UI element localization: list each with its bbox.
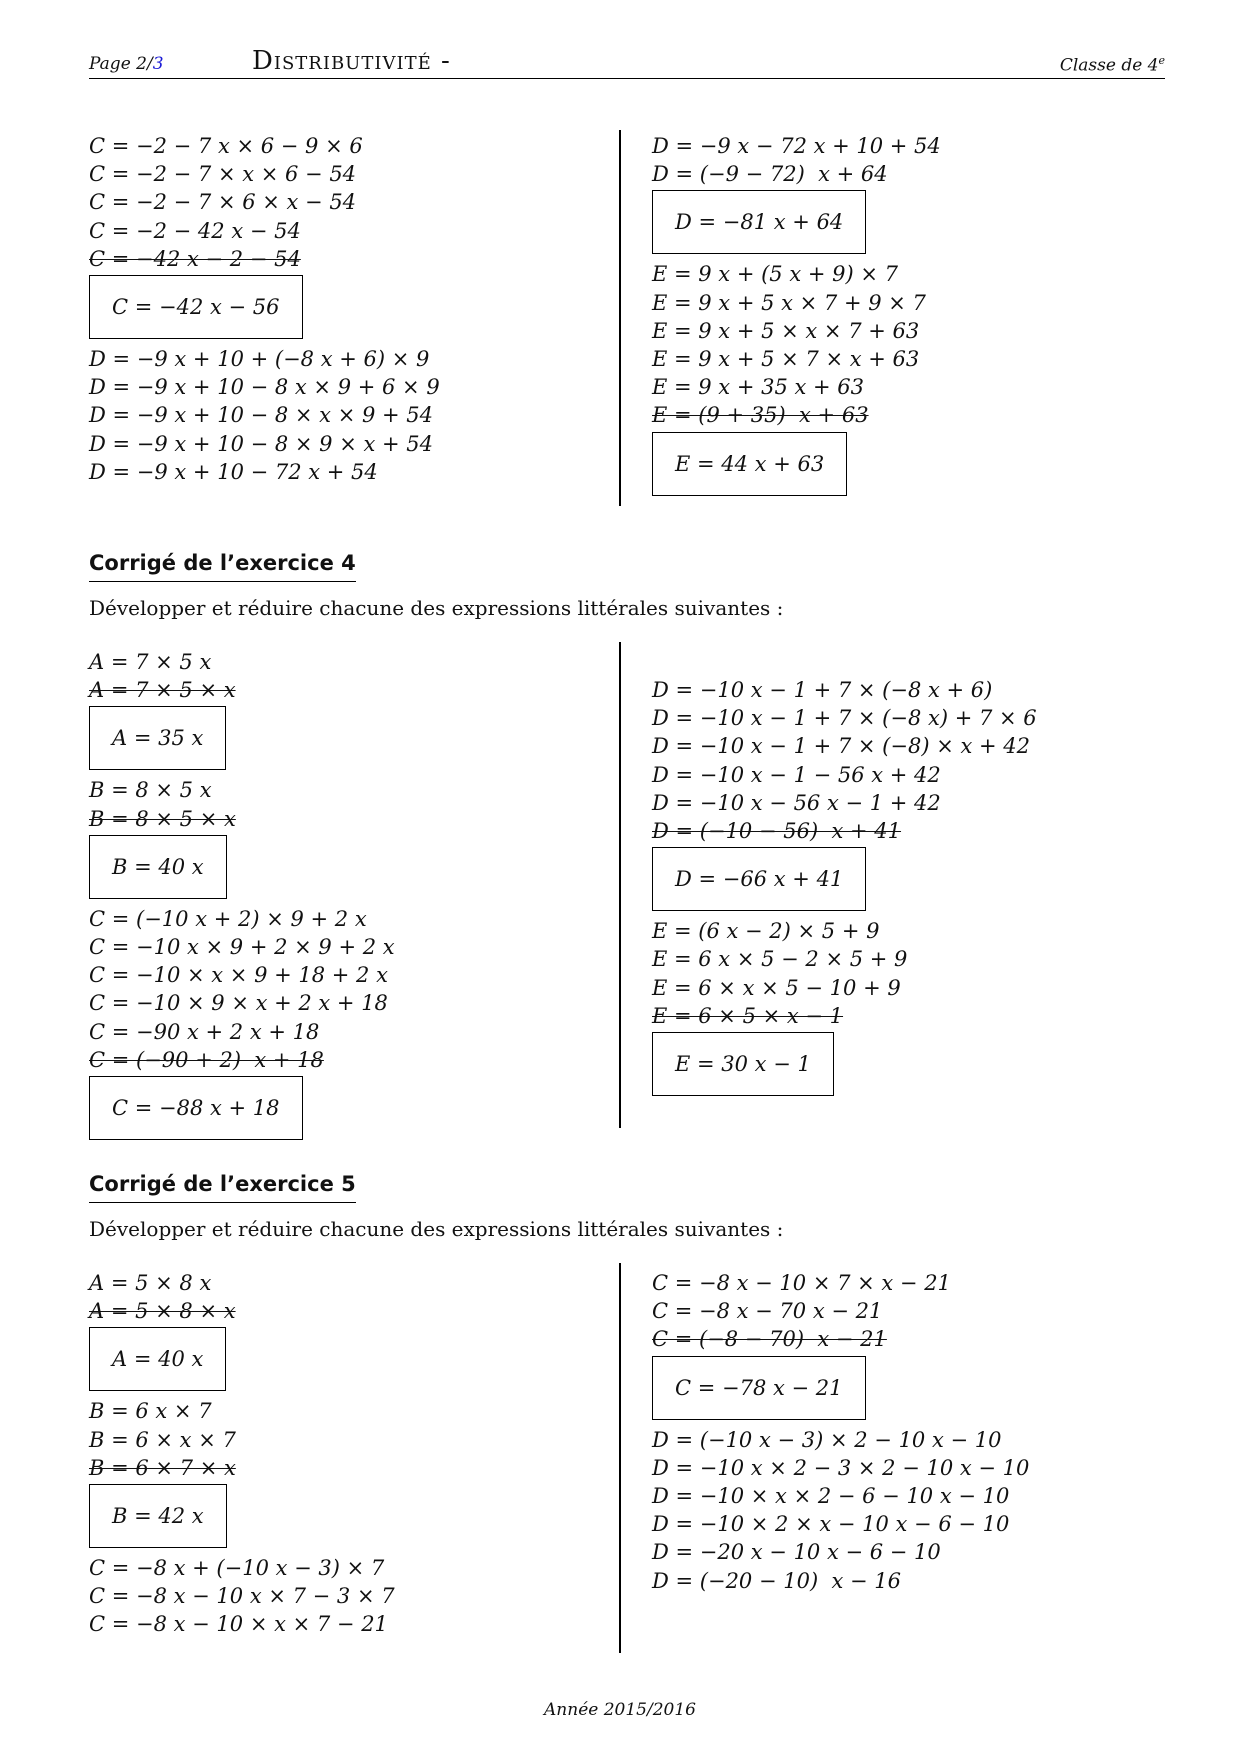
block1-right-column: [652, 132, 941, 502]
math-line: D = (−10 x − 3) × 2 − 10 x − 10: [652, 1427, 1002, 1452]
math-line: D = −9 x + 10 − 8 × 9 × x + 54: [89, 431, 433, 456]
result-box: D = −66 x + 41: [652, 847, 866, 911]
section-instruction: Développer et réduire chacune des expressions littérales suivantes :: [89, 1217, 784, 1241]
math-line: D = −9 x − 72 x + 10 + 54: [652, 134, 941, 158]
math-line: B = 8 × 5 × x: [89, 806, 236, 831]
math-line: E = 9 x + 5 x × 7 + 9 × 7: [652, 290, 926, 315]
column-divider: [619, 642, 621, 1128]
class-superscript: e: [1158, 54, 1165, 67]
page-footer: Année 2015/2016: [544, 1700, 696, 1720]
math-line: E = 9 x + 5 × x × 7 + 63: [652, 318, 920, 343]
block1-left-column: [89, 132, 440, 486]
math-line: A = 5 × 8 × x: [89, 1299, 236, 1324]
page-label: Page 2/: [89, 54, 153, 74]
math-line: A = 7 × 5 x: [89, 650, 212, 674]
math-line: D = −10 x × 2 − 3 × 2 − 10 x − 10: [652, 1455, 1030, 1480]
math-line: C = −2 − 42 x − 54: [89, 218, 301, 243]
result-box: C = −78 x − 21: [652, 1356, 866, 1420]
math-line: D = −10 x − 1 + 7 × (−8 x + 6): [652, 678, 993, 702]
math-line: C = (−10 x + 2) × 9 + 2 x: [89, 906, 367, 931]
math-line: D = −10 x − 1 + 7 × (−8) × x + 42: [652, 734, 1030, 759]
math-line: E = 6 x × 5 − 2 × 5 + 9: [652, 947, 908, 972]
math-line: C = −10 × 9 × x + 2 x + 18: [89, 991, 388, 1016]
class-text: Classe de 4: [1059, 55, 1159, 76]
math-line: C = −2 − 7 x × 6 − 9 × 6: [89, 134, 363, 158]
math-line: B = 8 × 5 x: [89, 778, 212, 803]
result-box: E = 44 x + 63: [652, 432, 847, 496]
math-line: A = 7 × 5 × x: [89, 678, 236, 703]
math-line: E = (6 x − 2) × 5 + 9: [652, 919, 880, 944]
math-line: C = −2 − 7 × 6 × x − 54: [89, 190, 357, 215]
math-line: E = 9 x + (5 x + 9) × 7: [652, 262, 898, 287]
page-header: [89, 44, 1165, 79]
page-number: [89, 54, 164, 74]
math-line: D = −9 x + 10 − 8 × x × 9 + 54: [89, 403, 433, 428]
result-box: B = 42 x: [89, 1484, 227, 1548]
math-line: D = (−10 − 56) x + 41: [652, 818, 902, 843]
section-heading: Corrigé de l’exercice 5: [89, 1172, 356, 1203]
math-line: C = −8 x − 10 x × 7 − 3 × 7: [89, 1584, 395, 1609]
math-line: D = −10 × 2 × x − 10 x − 6 − 10: [652, 1512, 1010, 1537]
math-line: C = (−8 − 70) x − 21: [652, 1327, 887, 1352]
column-divider: [619, 130, 621, 506]
section4-left-column: [89, 648, 395, 1146]
math-line: B = 6 × x × 7: [89, 1427, 236, 1452]
column-divider: [619, 1263, 621, 1653]
math-line: B = 6 × 7 × x: [89, 1455, 236, 1480]
section-heading: Corrigé de l’exercice 4: [89, 551, 356, 582]
math-line: B = 6 x × 7: [89, 1399, 212, 1424]
math-line: C = −8 x − 10 × 7 × x − 21: [652, 1271, 951, 1295]
math-line: C = −90 x + 2 x + 18: [89, 1019, 320, 1044]
math-line: D = −10 x − 56 x − 1 + 42: [652, 790, 941, 815]
math-line: E = 6 × 5 × x − 1: [652, 1003, 844, 1028]
section-instruction: Développer et réduire chacune des expressions littérales suivantes :: [89, 596, 784, 620]
math-line: D = −9 x + 10 − 72 x + 54: [89, 459, 378, 484]
math-line: D = −9 x + 10 + (−8 x + 6) × 9: [89, 346, 430, 371]
math-line: D = −10 × x × 2 − 6 − 10 x − 10: [652, 1483, 1010, 1508]
math-line: D = −20 x − 10 x − 6 − 10: [652, 1540, 941, 1565]
result-box: B = 40 x: [89, 835, 227, 899]
math-line: D = (−20 − 10) x − 16: [652, 1568, 902, 1593]
math-line: D = −9 x + 10 − 8 x × 9 + 6 × 9: [89, 375, 440, 400]
math-line: C = −8 x − 10 × x × 7 − 21: [89, 1612, 388, 1637]
result-box: E = 30 x − 1: [652, 1032, 834, 1096]
result-box: A = 40 x: [89, 1327, 226, 1391]
math-line: C = (−90 + 2) x + 18: [89, 1047, 324, 1072]
math-line: D = −10 x − 1 − 56 x + 42: [652, 762, 941, 787]
math-line: C = −42 x − 2 − 54: [89, 246, 301, 271]
result-box: A = 35 x: [89, 706, 226, 770]
math-line: C = −2 − 7 × x × 6 − 54: [89, 162, 357, 187]
math-line: E = 9 x + 35 x + 63: [652, 375, 865, 400]
math-line: D = −10 x − 1 + 7 × (−8 x) + 7 × 6: [652, 706, 1037, 731]
math-line: E = 9 x + 5 × 7 × x + 63: [652, 346, 920, 371]
section5-left-column: [89, 1269, 395, 1639]
result-box: C = −42 x − 56: [89, 275, 303, 339]
result-box: C = −88 x + 18: [89, 1076, 303, 1140]
math-line: C = −10 x × 9 + 2 × 9 + 2 x: [89, 934, 395, 959]
math-line: A = 5 × 8 x: [89, 1271, 212, 1295]
math-line: C = −8 x + (−10 x − 3) × 7: [89, 1555, 385, 1580]
math-line: E = 6 × x × 5 − 10 + 9: [652, 975, 901, 1000]
page-title: Distributivité -: [252, 46, 451, 76]
section5-right-column: [652, 1269, 1029, 1595]
section4-right-column: [652, 676, 1037, 1102]
math-line: D = (−9 − 72) x + 64: [652, 162, 888, 187]
math-line: E = (9 + 35) x + 63: [652, 403, 869, 428]
math-line: C = −10 × x × 9 + 18 + 2 x: [89, 963, 388, 988]
class-label: [1060, 54, 1165, 76]
result-box: D = −81 x + 64: [652, 190, 866, 254]
math-line: C = −8 x − 70 x − 21: [652, 1299, 883, 1324]
page-total-link[interactable]: 3: [152, 54, 164, 74]
